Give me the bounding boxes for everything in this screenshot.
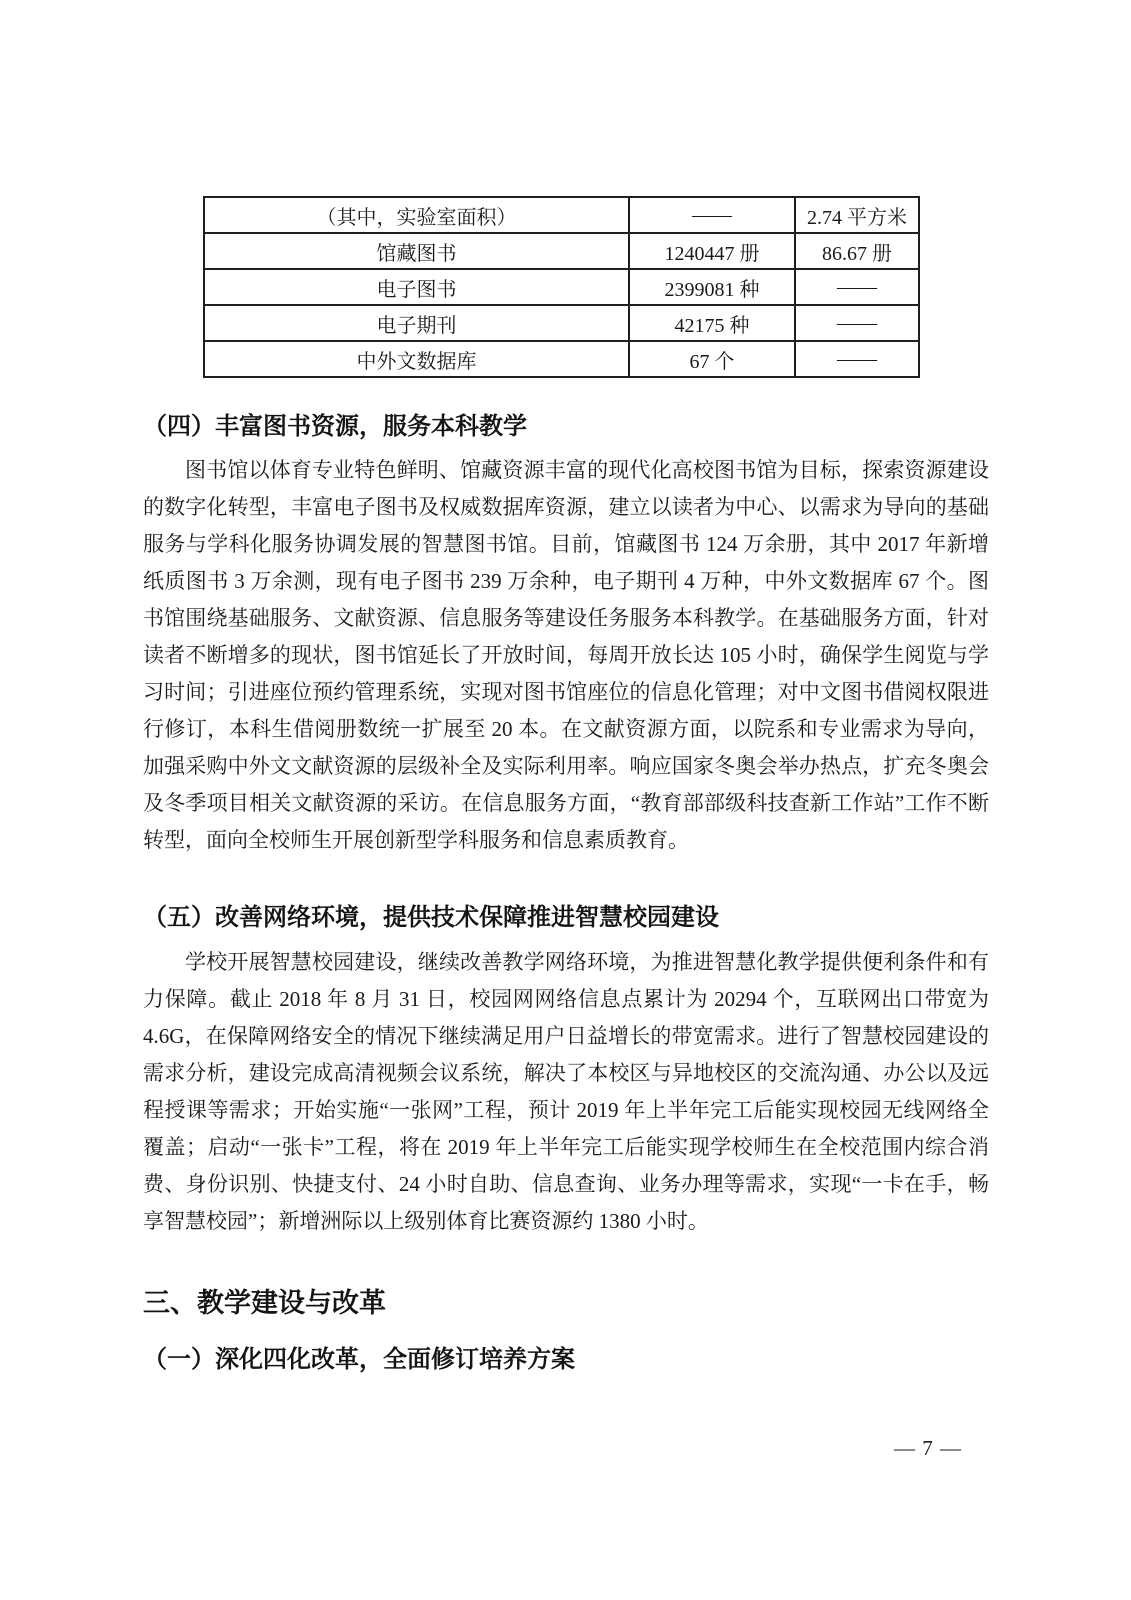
paragraph-smart-campus: 学校开展智慧校园建设，继续改善教学网络环境，为推进智慧化教学提供便利条件和有力保障。截止 2018 年 8 月 31 日，校园网网络信息点累计为 20294 个，互联网出口带宽为 4.6G，在保障网络安全的情况下继续满足用户日益增长的带宽需求。进行了智慧校园建设的需求分析，建设完成高清视频会议系统，解决了本校区与异地校区的交流沟通、办公以及远程授课等需求；开始实施“一张网”工程，预计 2019 年上半年完工后能实现校园无线网络全覆盖；启动“一张卡”工程，将在 2019 年上半年完工后能实现学校师生在全校范围内综合消费、身份识别、快捷支付、24 小时自助、信息查询、业务办理等需求，实现“一卡在手，畅享智慧校园”；新增洲际以上级别体育比赛资源约 1380 小时。 [143,950,989,1233]
library-stats-table [203,196,920,378]
table-cell-total: 2399081 种 [629,269,795,305]
table-cell-label: 电子图书 [204,269,629,305]
paragraph-library-resources: 图书馆以体育专业特色鲜明、馆藏资源丰富的现代化高校图书馆为目标，探索资源建设的数字化转型，丰富电子图书及权威数据库资源，建立以读者为中心、以需求为导向的基础服务与学科化服务协调发展的智慧图书馆。目前，馆藏图书 124 万余册，其中 2017 年新增纸质图书 3 万余测，现有电子图书 239 万余种，电子期刊 4 万种，中外文数据库 67 个。图书馆围绕基础服务、文献资源、信息服务等建设任务服务本科教学。在基础服务方面，针对读者不断增多的现状，图书馆延长了开放时间，每周开放长达 105 小时，确保学生阅览与学习时间；引进座位预约管理系统，实现对图书馆座位的信息化管理；对中文图书借阅权限进行修订，本科生借阅册数统一扩展至 20 本。在文献资源方面，以院系和专业需求为导向，加强采购中外文文献资源的层级补全及实际利用率。响应国家冬奥会举办热点，扩充冬奥会及冬季项目相关文献资源的采访。在信息服务方面，“教育部部级科技查新工作站”工作不断转型，面向全校师生开展创新型学科服务和信息素质教育。 [143,458,989,852]
table-cell-average: 86.67 册 [795,233,919,269]
table-row [204,269,919,305]
section-heading-network-environment: （五）改善网络环境，提供技术保障推进智慧校园建设 [143,904,719,931]
page-number: — 7 — [894,1436,962,1460]
table-cell-total: —— [629,197,795,233]
table-cell-total: 1240447 册 [629,233,795,269]
section-heading-training-plan: （一）深化四化改革，全面修订培养方案 [143,1346,575,1373]
table-cell-total: 67 个 [629,341,795,377]
library-stats-table-body [204,197,919,377]
table-cell-average: —— [795,269,919,305]
table-row [204,341,919,377]
table-cell-average: 2.74 平方米 [795,197,919,233]
table-cell-total: 42175 种 [629,305,795,341]
table-cell-average: —— [795,341,919,377]
table-row [204,197,919,233]
table-cell-label: 中外文数据库 [204,341,629,377]
table-row [204,305,919,341]
table-cell-label: （其中，实验室面积） [204,197,629,233]
section-heading-library-resources: （四）丰富图书资源，服务本科教学 [143,413,527,440]
table-cell-average: —— [795,305,919,341]
table-row [204,233,919,269]
table-cell-label: 馆藏图书 [204,233,629,269]
chapter-heading-teaching-reform: 三、教学建设与改革 [143,1288,386,1318]
table-cell-label: 电子期刊 [204,305,629,341]
